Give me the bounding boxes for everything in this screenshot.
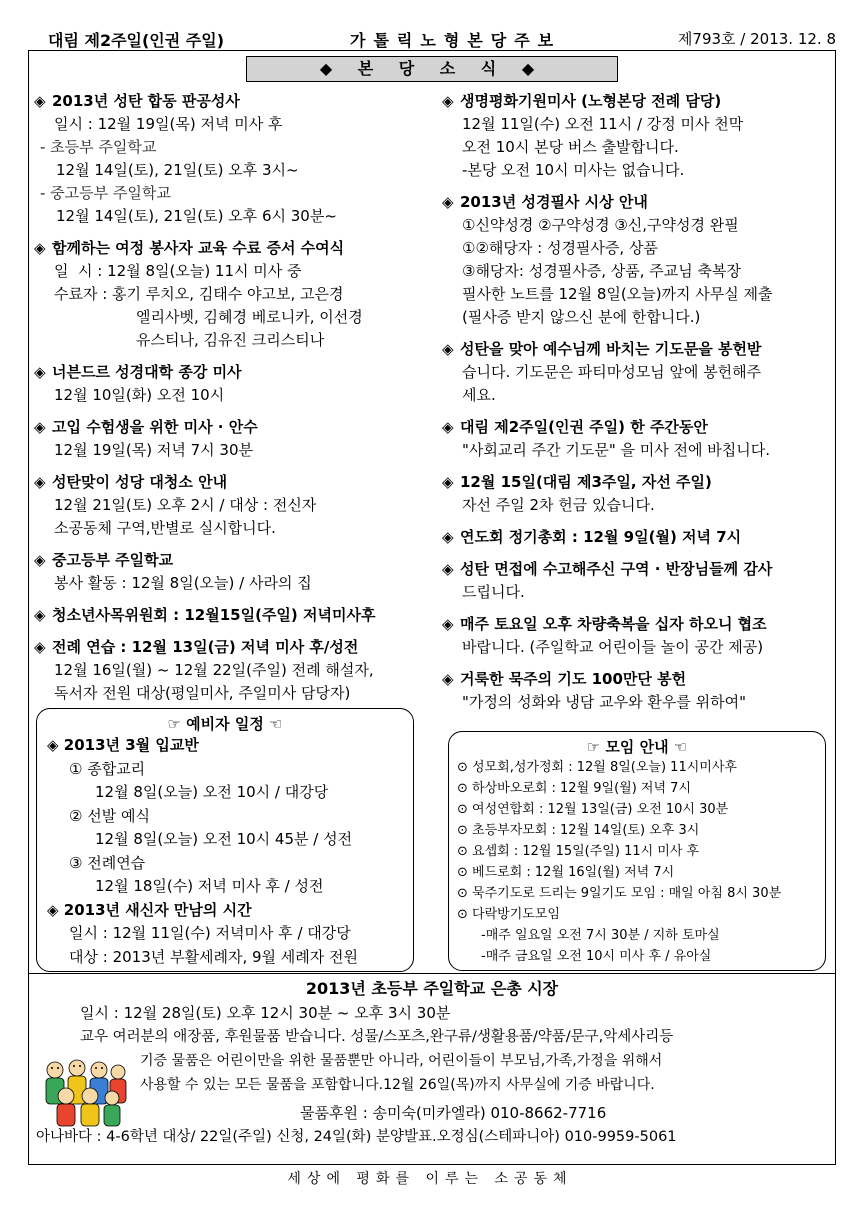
target-icon: ⊙	[457, 802, 473, 817]
right_items-item-line: 자선 주일 2차 헌금 있습니다.	[462, 496, 655, 514]
left_items-item	[34, 90, 439, 228]
left_items-item-line: 봉사 활동 : 12월 8일(오늘) / 사라의 집	[54, 574, 312, 592]
right_items-title-text: 성탄을 맞아 예수님께 바치는 기도문을 봉헌받	[460, 340, 762, 358]
left_items-item-line: 엘리사벳, 김혜경 베로니카, 이선경	[136, 308, 363, 326]
meeting-text: 묵주기도로 드리는 9일기도 모임 : 매일 아침 8시 30분	[472, 886, 782, 901]
left_items-item-title	[34, 237, 439, 260]
right_items-title-text: 12월 15일(대림 제3주일, 자선 주일)	[460, 473, 712, 491]
diamond-icon: ◈	[442, 670, 454, 688]
market-date: 일시 : 12월 28일(토) 오후 12시 30분 ~ 오후 3시 30분	[80, 1004, 451, 1022]
right_items-item-line: 바랍니다. (주일학교 어린이들 놀이 공간 제공)	[462, 638, 764, 656]
right_items-title-text: 연도회 정기총회 : 12월 9일(월) 저녁 7시	[460, 528, 742, 546]
catechumen-item-line: 12월 18일(수) 저녁 미사 후 / 성전	[95, 877, 324, 895]
left_items-item-line: 독서자 전원 대상(평일미사, 주일미사 담당자)	[54, 684, 351, 702]
children-illustration-icon	[40, 1058, 130, 1130]
left_items-title-text: 함께하는 여정 봉사자 교육 수료 증서 수여식	[52, 239, 345, 257]
target-icon: ⊙	[457, 844, 473, 859]
left_items-item-line: 일시 : 12월 19일(목) 저녁 미사 후	[54, 115, 283, 133]
left_items-item-title	[34, 604, 439, 627]
target-icon: ⊙	[457, 886, 473, 901]
left_items-title-text: 성탄맞이 성당 대청소 안내	[52, 473, 228, 491]
right_items-item-title	[442, 338, 834, 361]
diamond-icon: ◈	[34, 363, 46, 381]
left_items-item	[34, 471, 439, 540]
issue-number: 제793호 / 2013. 12. 8	[677, 30, 836, 48]
right_items-title-text: 2013년 성경필사 시상 안내	[460, 193, 648, 211]
diamond-icon: ◈	[442, 615, 454, 633]
left_items-title-text: 2013년 성탄 합동 판공성사	[52, 92, 240, 110]
meeting-text: 다락방기도모임	[472, 907, 560, 922]
catechumen-item-line: 12월 8일(오늘) 오전 10시 / 대강당	[95, 783, 329, 801]
market-items: 교우 여러분의 애장품, 후원물품 받습니다. 성물/스포츠,완구류/생활용품/약품/문구,악세사리등	[80, 1029, 674, 1045]
diamond-icon: ◈	[34, 606, 46, 624]
diamond-icon: ◈	[442, 560, 454, 578]
left_items-item-line: 소공동체 구역,반별로 실시합니다.	[54, 519, 276, 537]
left_items-item	[34, 549, 439, 595]
market-section	[28, 973, 836, 1165]
right_items-item-line: 드립니다.	[462, 583, 525, 601]
right_items-item-title	[442, 668, 834, 691]
meetings-box	[448, 731, 826, 971]
left_items-item-line: 수료자 : 홍기 루치오, 김태수 야고보, 고은경	[54, 285, 344, 303]
right_items-title-text: 거룩한 묵주의 기도 100만단 봉헌	[460, 670, 687, 688]
right_items-item	[442, 471, 834, 517]
left_items-item	[34, 416, 439, 462]
left_items-item-line: 12월 21일(토) 오후 2시 / 대상 : 전신자	[54, 496, 317, 514]
right-column	[442, 90, 834, 723]
left_items-item-line: - 중고등부 주일학교	[40, 184, 171, 202]
right_items-title-text: 매주 토요일 오후 차량축복을 십자 하오니 협조	[460, 615, 767, 633]
left_items-item-line: 12월 16일(월) ~ 12월 22일(주일) 전례 해설자,	[54, 661, 374, 679]
left_items-item	[34, 237, 439, 352]
right_items-item-line: "사회교리 주간 기도문" 을 미사 전에 바칩니다.	[462, 441, 770, 459]
meeting-row	[457, 820, 825, 841]
section-banner: ◆ 본 당 소 식 ◆	[246, 56, 618, 82]
target-icon: ⊙	[457, 907, 473, 922]
right_items-item-line: (필사증 받지 않으신 분에 한합니다.)	[462, 308, 701, 326]
left_items-item-line: - 초등부 주일학교	[40, 138, 157, 156]
diamond-icon: ◈	[34, 473, 46, 491]
right_items-item	[442, 668, 834, 714]
diamond-icon: ◈	[34, 418, 46, 436]
market-desc-1: 기증 물품은 어린이만을 위한 물품뿐만 아니라, 어린이들이 부모님,가족,가정을 위해서	[140, 1053, 663, 1069]
catechumen-item-line: ③ 전례연습	[69, 853, 146, 872]
meetings-body	[449, 757, 825, 967]
meeting-text: -매주 일요일 오전 7시 30분 / 지하 토마실	[481, 928, 720, 943]
left_items-item	[34, 604, 439, 627]
market-sponsor: 물품후원 : 송미숙(미카엘라) 010-8662-7716	[300, 1104, 607, 1122]
diamond-icon: ◈	[442, 528, 454, 546]
meeting-text: 여성연합회 : 12월 13일(금) 오전 10시 30분	[472, 802, 729, 817]
left_items-title-text: 청소년사목위원회 : 12월15일(주일) 저녁미사후	[52, 606, 376, 624]
catechumen-item-line: 12월 8일(오늘) 오전 10시 45분 / 성전	[95, 830, 353, 848]
diamond-icon: ◈	[34, 92, 46, 110]
left_items-title-text: 고입 수험생을 위한 미사 · 안수	[52, 418, 258, 436]
right_items-item-title	[442, 526, 834, 549]
left_items-item	[34, 361, 439, 407]
left_items-item	[34, 636, 439, 705]
liturgical-day: 대림 제2주일(인권 주일)	[48, 31, 225, 50]
target-icon: ⊙	[457, 760, 473, 775]
left_items-item-line: 일 시 : 12월 8일(오늘) 11시 미사 중	[54, 262, 302, 280]
left_items-title-text: 전례 연습 : 12월 13일(금) 저녁 미사 후/성전	[52, 638, 359, 656]
catechumen-box	[36, 708, 414, 972]
meeting-row	[457, 799, 825, 820]
meeting-text: 베드로회 : 12월 16일(월) 저녁 7시	[472, 865, 675, 880]
right_items-item-line: -본당 오전 10시 미사는 없습니다.	[462, 161, 685, 179]
page-header	[30, 22, 836, 50]
catechumen-item-head: ◈ 2013년 3월 입교반	[47, 736, 199, 754]
meeting-row	[457, 757, 825, 778]
target-icon: ⊙	[457, 823, 473, 838]
catechumen-body	[37, 734, 413, 969]
right_items-item	[442, 526, 834, 549]
right_items-item	[442, 613, 834, 659]
target-icon: ⊙	[457, 781, 473, 796]
right_items-item	[442, 90, 834, 182]
meeting-text: 성모회,성가정회 : 12월 8일(오늘) 11시미사후	[472, 760, 737, 775]
market-desc-2: 사용할 수 있는 모든 물품을 포함합니다.12월 26일(목)까지 사무실에 기증 바랍니다.	[140, 1077, 655, 1093]
meeting-text: -매주 금요일 오전 10시 미사 후 / 유아실	[481, 949, 712, 964]
right_items-item-title	[442, 90, 834, 113]
diamond-icon: ◈	[34, 239, 46, 257]
right_items-item-title	[442, 471, 834, 494]
right_items-item-line: "가정의 성화와 냉담 교우와 환우를 위하여"	[462, 693, 746, 711]
diamond-icon: ◈	[442, 473, 454, 491]
market-title: 2013년 초등부 주일학교 은총 시장	[305, 979, 559, 998]
right_items-item-line: 필사한 노트를 12월 8일(오늘)까지 사무실 제출	[462, 285, 773, 303]
right_items-item-title	[442, 558, 834, 581]
right_items-item-line: ③해당자: 성경필사증, 상품, 주교님 축복장	[462, 262, 741, 280]
right_items-item	[442, 338, 834, 407]
meeting-row	[457, 883, 825, 904]
right_items-item-line: ①신약성경 ②구약성경 ③신,구약성경 완필	[462, 216, 739, 234]
left-column	[34, 90, 439, 714]
left_items-title-text: 중고등부 주일학교	[52, 551, 174, 569]
right_items-item	[442, 191, 834, 329]
catechumen-item-line: 대상 : 2013년 부활세례자, 9월 세례자 전원	[69, 947, 359, 966]
catechumen-item-line: ① 종합교리	[69, 759, 146, 778]
meeting-text: 초등부자모회 : 12월 14일(토) 오후 3시	[472, 823, 700, 838]
right_items-item-line: 12월 11일(수) 오전 11시 / 강정 미사 천막	[462, 115, 744, 133]
diamond-icon: ◈	[442, 92, 454, 110]
left_items-item-title	[34, 636, 439, 659]
right_items-item-title	[442, 613, 834, 636]
left_items-item-title	[34, 361, 439, 384]
meetings-title: ☞ 모임 안내 ☜	[586, 738, 688, 756]
meeting-row	[457, 904, 825, 925]
right_items-title-text: 성탄 면접에 수고해주신 구역 · 반장님들께 감사	[460, 560, 773, 578]
right_items-item-line: ①②해당자 : 성경필사증, 상품	[462, 239, 658, 257]
left_items-item-title	[34, 471, 439, 494]
right_items-item-line: 세요.	[462, 386, 496, 404]
right_items-title-text: 생명평화기원미사 (노형본당 전례 담당)	[460, 92, 722, 110]
left_items-item-title	[34, 549, 439, 572]
meeting-text: 요셉회 : 12월 15일(주일) 11시 미사 후	[472, 844, 700, 859]
left_items-item-title	[34, 416, 439, 439]
meeting-row	[457, 925, 825, 946]
left_items-item-title	[34, 90, 439, 113]
meeting-row	[457, 841, 825, 862]
left_items-title-text: 너븐드르 성경대학 종강 미사	[52, 363, 242, 381]
diamond-icon: ◈	[442, 193, 454, 211]
diamond-icon: ◈	[442, 418, 454, 436]
meeting-row	[457, 778, 825, 799]
page-footer: 세상에 평화를 이루는 소공동체	[287, 1171, 573, 1187]
left_items-item-line: 유스티나, 김유진 크리스티나	[136, 331, 325, 349]
anabada-line: 아나바다 : 4-6학년 대상/ 22일(주일) 신청, 24일(화) 분양발표.오정심(스테파니아) 010-9959-5061	[36, 1129, 677, 1145]
right_items-item	[442, 416, 834, 462]
diamond-icon: ◈	[442, 340, 454, 358]
bulletin-title: 가톨릭노형본당주보	[350, 31, 562, 50]
meeting-row	[457, 862, 825, 883]
right_items-item-title	[442, 416, 834, 439]
meeting-text: 하상바오로회 : 12월 9일(월) 저녁 7시	[472, 781, 691, 796]
catechumen-title: ☞ 예비자 일정 ☜	[167, 715, 283, 733]
left_items-item-line: 12월 14일(토), 21일(토) 오후 6시 30분~	[56, 207, 337, 225]
catechumen-item-line: ② 선발 예식	[69, 806, 150, 825]
right_items-title-text: 대림 제2주일(인권 주일) 한 주간동안	[460, 418, 708, 436]
catechumen-item-line: 일시 : 12월 11일(수) 저녁미사 후 / 대강당	[69, 924, 351, 942]
target-icon: ⊙	[457, 865, 473, 880]
left_items-item-line: 12월 19일(목) 저녁 7시 30분	[54, 441, 254, 459]
diamond-icon: ◈	[34, 638, 46, 656]
catechumen-item-head: ◈ 2013년 새신자 만남의 시간	[47, 900, 252, 919]
right_items-item	[442, 558, 834, 604]
right_items-item-line: 습니다. 기도문은 파티마성모님 앞에 봉헌해주	[462, 363, 762, 381]
diamond-icon: ◈	[34, 551, 46, 569]
meeting-row	[457, 946, 825, 967]
left_items-item-line: 12월 10일(화) 오전 10시	[54, 386, 225, 404]
left_items-item-line: 12월 14일(토), 21일(토) 오후 3시~	[56, 161, 299, 179]
right_items-item-line: 오전 10시 본당 버스 출발합니다.	[462, 138, 679, 156]
right_items-item-title	[442, 191, 834, 214]
